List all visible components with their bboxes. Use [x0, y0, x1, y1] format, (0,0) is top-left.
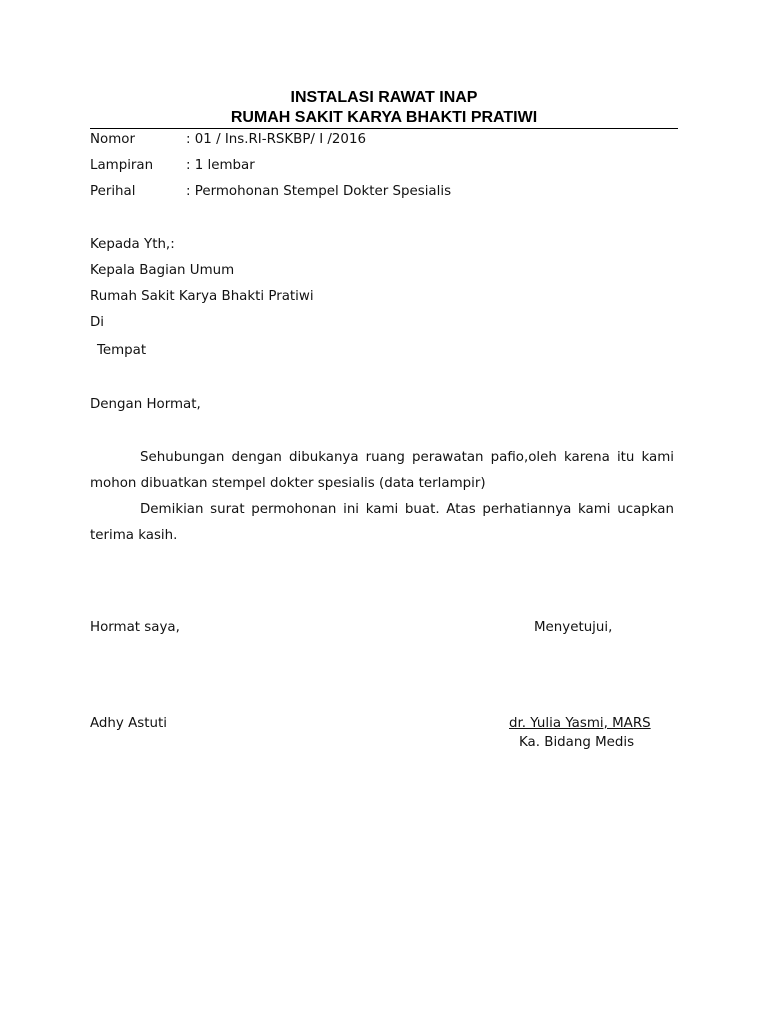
left-signatory-name: Adhy Astuti [90, 716, 167, 731]
letterhead-line-2: RUMAH SAKIT KARYA BHAKTI PRATIWI [230, 109, 538, 126]
letterhead [90, 88, 678, 128]
lampiran-label: Lampiran [90, 158, 154, 173]
letterhead-divider [90, 128, 678, 129]
recipient-position: Kepala Bagian Umum [90, 263, 235, 278]
greeting: Dengan Hormat, [90, 397, 201, 412]
right-signatory-name: dr. Yulia Yasmi, MARS [509, 716, 651, 731]
right-signatory-title: Ka. Bidang Medis [519, 735, 635, 750]
lampiran-value: : 1 lembar [186, 158, 255, 173]
recipient-institution: Rumah Sakit Karya Bhakti Pratiwi [90, 289, 314, 304]
right-closing: Menyetujui, [534, 620, 613, 635]
body-paragraph-1: Sehubungan dengan dibukanya ruang perawatan pafio,oleh karena itu kami mohon dibuatkan stempel dokter spesialis (data terlampir) [90, 450, 674, 491]
nomor-value: : 01 / Ins.RI-RSKBP/ I /2016 [186, 132, 366, 147]
perihal-value: : Permohonan Stempel Dokter Spesialis [186, 184, 452, 199]
letterhead-line-1: INSTALASI RAWAT INAP [290, 89, 478, 106]
perihal-label: Perihal [90, 184, 136, 199]
recipient-place: Tempat [97, 343, 147, 358]
nomor-label: Nomor [90, 132, 135, 147]
recipient-salutation: Kepada Yth,: [90, 237, 175, 252]
left-closing: Hormat saya, [90, 620, 180, 635]
body-paragraph-2: Demikian surat permohonan ini kami buat. Atas perhatiannya kami ucapkan terima kasih. [90, 502, 674, 543]
recipient-di: Di [90, 315, 105, 330]
